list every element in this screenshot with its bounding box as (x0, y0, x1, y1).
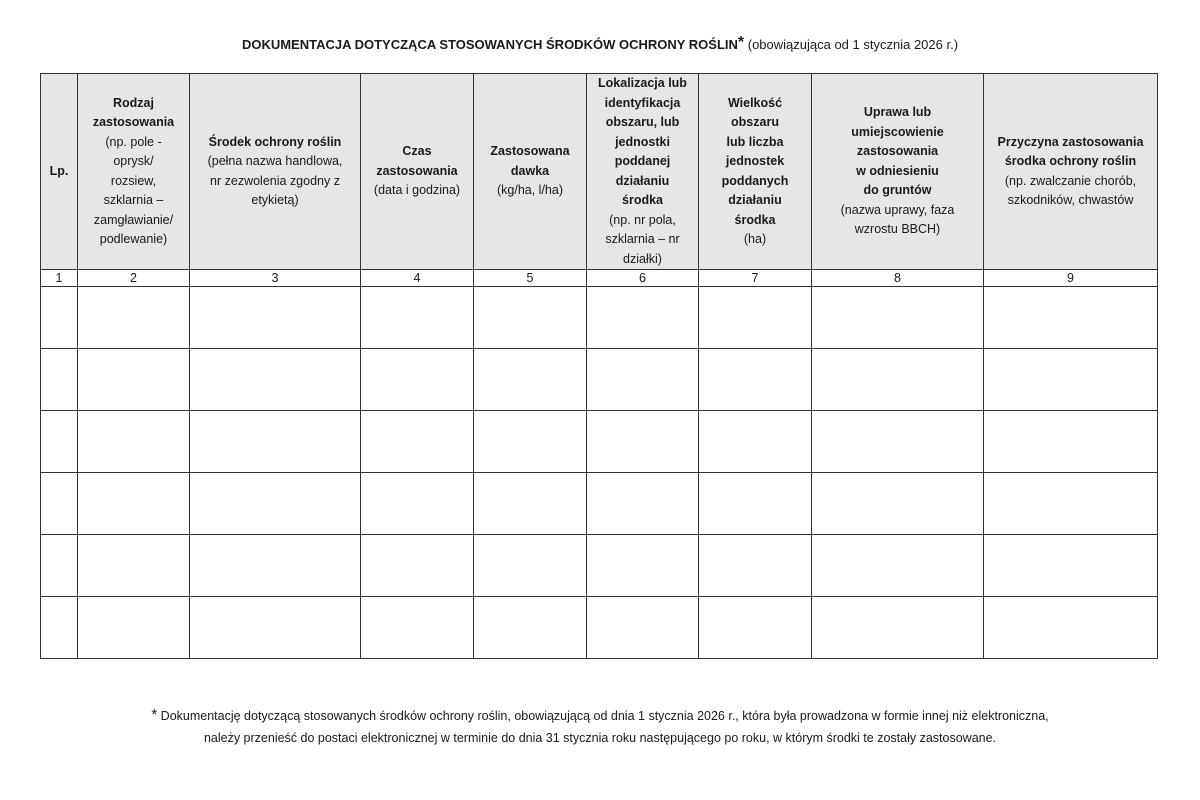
table-cell-col-3[interactable] (190, 349, 361, 411)
column-header-1 (41, 74, 78, 270)
table-cell-col-4[interactable] (361, 411, 474, 473)
table-cell-col-8[interactable] (812, 473, 984, 535)
table-cell-col-8[interactable] (812, 349, 984, 411)
column-header-title-line: Uprawa lub (863, 105, 932, 120)
table-cell-col-5[interactable] (474, 535, 587, 597)
title-validity-note: (obowiązująca od 1 stycznia 2026 r.) (744, 37, 959, 52)
column-header-8 (812, 74, 984, 270)
column-header-title-line: identyfikacja (604, 95, 681, 110)
column-number-6: 6 (587, 270, 699, 287)
column-header-hint-line: wzrostu BBCH) (854, 222, 941, 237)
table-cell-col-7[interactable] (699, 287, 812, 349)
table-cell-col-1[interactable] (41, 535, 78, 597)
column-header-title-line: Lokalizacja lub (598, 76, 687, 90)
table-cell-col-6[interactable] (587, 287, 699, 349)
table-row (41, 473, 1158, 535)
column-header-hint-line: szklarnia – nr (605, 232, 680, 246)
column-number-4: 4 (361, 270, 474, 287)
column-header-title-line: działaniu (615, 173, 670, 188)
column-header-title-line: do gruntów (863, 183, 932, 198)
column-header-hint-line: (pełna nazwa handlowa, (207, 154, 343, 168)
table-cell-col-8[interactable] (812, 535, 984, 597)
column-number-2: 2 (78, 270, 190, 287)
column-number-1: 1 (41, 270, 78, 287)
column-header-title-line: środka (734, 212, 776, 227)
column-number-9: 9 (984, 270, 1158, 287)
column-header-title-line: zastosowania (92, 115, 175, 129)
table-cell-col-5[interactable] (474, 287, 587, 349)
table-body (41, 287, 1158, 659)
table-cell-col-8[interactable] (812, 597, 984, 659)
table-cell-col-7[interactable] (699, 473, 812, 535)
table-row (41, 535, 1158, 597)
footnote-line-2: należy przenieść do postaci elektronicznej w terminie do dnia 31 stycznia roku następującego po roku, w którym środki te zostały zastosowane. (203, 731, 997, 745)
table-cell-col-9[interactable] (984, 473, 1158, 535)
column-header-title-line: jednostki (615, 134, 670, 149)
column-number-3: 3 (190, 270, 361, 287)
table-cell-col-4[interactable] (361, 349, 474, 411)
column-header-2 (78, 74, 190, 270)
table-cell-col-1[interactable] (41, 473, 78, 535)
table-cell-col-2[interactable] (78, 597, 190, 659)
table-cell-col-1[interactable] (41, 597, 78, 659)
column-header-hint-line: (np. zwalczanie chorób, (1004, 173, 1137, 188)
column-header-hint-line: etykietą) (251, 193, 299, 207)
column-header-title-line: Przyczyna zastosowania (997, 134, 1144, 149)
column-number-8: 8 (812, 270, 984, 287)
column-header-title-line: poddanych (721, 173, 789, 188)
table-cell-col-2[interactable] (78, 287, 190, 349)
column-header-title-line: działaniu (728, 193, 782, 207)
table-cell-col-6[interactable] (587, 349, 699, 411)
column-header-title-line: poddanej (614, 154, 671, 168)
column-header-hint-line: (kg/ha, l/ha) (496, 183, 563, 198)
table-cell-col-5[interactable] (474, 597, 587, 659)
column-header-title-line: obszaru, lub (605, 115, 680, 129)
column-header-hint-line: nr zezwolenia zgodny z (210, 173, 340, 188)
column-header-hint-line: działki) (623, 251, 662, 266)
column-header-hint-line: (nazwa uprawy, faza (840, 202, 955, 217)
table-cell-col-2[interactable] (78, 473, 190, 535)
table-cell-col-5[interactable] (474, 473, 587, 535)
footnote-text-1: Dokumentację dotyczącą stosowanych środków ochrony roślin, obowiązującą od dnia 1 stycznia 2026 r., która była prowadzona w formie innej niż elektroniczna, (157, 709, 1049, 723)
table-row (41, 287, 1158, 349)
column-header-title-line: Środek ochrony roślin (208, 134, 342, 149)
table-cell-col-9[interactable] (984, 287, 1158, 349)
table-header-row (41, 74, 1158, 270)
column-header-hint-line: zamgławianie/ (93, 212, 174, 227)
column-number-row (41, 270, 1158, 287)
column-header-title-line: środka ochrony roślin (1004, 154, 1137, 168)
table-row (41, 349, 1158, 411)
table-cell-col-2[interactable] (78, 349, 190, 411)
column-header-hint-line: podlewanie) (99, 232, 168, 246)
table-cell-col-5[interactable] (474, 411, 587, 473)
column-header-title-line: dawka (510, 163, 550, 178)
column-header-title-line: zastosowania (376, 163, 458, 178)
table-row (41, 597, 1158, 659)
table-cell-col-3[interactable] (190, 535, 361, 597)
title-main: DOKUMENTACJA DOTYCZĄCA STOSOWANYCH ŚRODKÓW OCHRONY ROŚLIN (241, 37, 738, 52)
table-cell-col-8[interactable] (812, 411, 984, 473)
table-cell-col-4[interactable] (361, 597, 474, 659)
documentation-table (40, 73, 1158, 659)
column-header-7 (699, 74, 812, 270)
table-row (41, 411, 1158, 473)
column-header-5 (474, 74, 587, 270)
footnote (0, 704, 1200, 749)
column-header-4 (361, 74, 474, 270)
table-cell-col-1[interactable] (41, 287, 78, 349)
column-header-9 (984, 74, 1158, 270)
table-cell-col-4[interactable] (361, 473, 474, 535)
column-header-title-line: środka (622, 193, 663, 207)
table-cell-col-1[interactable] (41, 349, 78, 411)
column-header-title-line: Zastosowana (490, 144, 570, 159)
column-header-hint-line: oprysk/ (113, 154, 154, 168)
table-cell-col-9[interactable] (984, 597, 1158, 659)
column-header-title-line: lub liczba (726, 134, 784, 149)
column-header-title-line: w odniesieniu (856, 163, 939, 178)
table-cell-col-5[interactable] (474, 349, 587, 411)
column-header-title-line: zastosowania (856, 144, 939, 159)
table-cell-col-2[interactable] (78, 411, 190, 473)
table-cell-col-7[interactable] (699, 535, 812, 597)
column-header-hint-line: (ha) (743, 232, 767, 246)
document-title (0, 34, 1200, 52)
table-cell-col-3[interactable] (190, 411, 361, 473)
column-header-hint-line: rozsiew, (110, 173, 157, 188)
table-cell-col-9[interactable] (984, 349, 1158, 411)
table-cell-col-6[interactable] (587, 473, 699, 535)
column-header-title-line: Lp. (49, 163, 69, 178)
column-header-hint-line: (data i godzina) (373, 183, 461, 198)
column-header-6 (587, 74, 699, 270)
column-number-7: 7 (699, 270, 812, 287)
column-header-hint-line: (np. nr pola, (609, 212, 676, 227)
table-cell-col-7[interactable] (699, 411, 812, 473)
table-cell-col-6[interactable] (587, 535, 699, 597)
table-cell-col-7[interactable] (699, 349, 812, 411)
table-cell-col-9[interactable] (984, 535, 1158, 597)
table-cell-col-9[interactable] (984, 411, 1158, 473)
column-header-3 (190, 74, 361, 270)
column-number-5: 5 (474, 270, 587, 287)
table-cell-col-3[interactable] (190, 473, 361, 535)
table-cell-col-6[interactable] (587, 411, 699, 473)
column-header-title-line: jednostek (725, 154, 785, 168)
column-header-title-line: obszaru (731, 115, 779, 129)
column-header-hint-line: (np. pole - (105, 134, 162, 149)
table-cell-col-4[interactable] (361, 287, 474, 349)
column-header-title-line: Czas (402, 144, 432, 159)
table-cell-col-3[interactable] (190, 287, 361, 349)
column-header-title-line: Rodzaj (113, 95, 154, 110)
column-header-title-line: Wielkość (727, 95, 783, 110)
table-cell-col-7[interactable] (699, 597, 812, 659)
column-header-hint-line: szklarnia – (103, 193, 164, 207)
title-footnote-marker: * (737, 34, 745, 51)
column-header-hint-line: szkodników, chwastów (1007, 193, 1134, 207)
table-cell-col-2[interactable] (78, 535, 190, 597)
footnote-marker: * (151, 706, 158, 723)
footnote-line-1 (0, 704, 1200, 727)
table-cell-col-4[interactable] (361, 535, 474, 597)
table-cell-col-3[interactable] (190, 597, 361, 659)
table-cell-col-6[interactable] (587, 597, 699, 659)
column-header-title-line: umiejscowienie (851, 124, 944, 139)
table-cell-col-8[interactable] (812, 287, 984, 349)
table-cell-col-1[interactable] (41, 411, 78, 473)
